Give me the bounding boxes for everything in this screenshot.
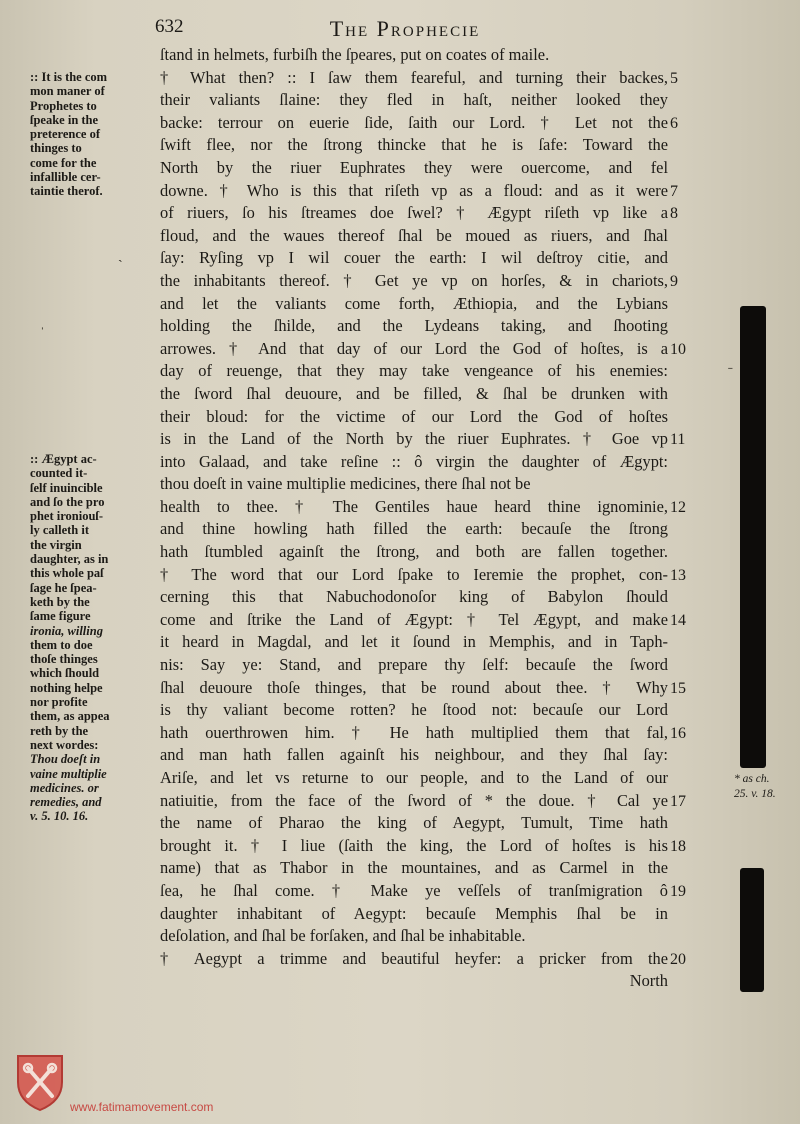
text-line: natiuitie, from the face of the ſword of * the doue. † Cal ye xyxy=(160,790,668,810)
text-line: floud, and the waues thereof ſhal be moued as riuers, and ſhal xyxy=(160,225,668,245)
margin-note-2 xyxy=(30,452,154,824)
text-line: arrowes. † And that day of our Lord the God of hoſtes, is a xyxy=(160,338,668,358)
text-line: thou doeſt in vaine multiplie medicines, there ſhal not be xyxy=(160,474,531,494)
margin-note-line: them, as appea xyxy=(30,709,110,724)
text-line: the name of Pharao the king of Aegypt, Tumult, Time hath xyxy=(160,813,668,833)
text-line: it heard in Magdal, and let it ſound in Memphis, and in Taph- xyxy=(160,632,668,652)
text-line: † The word that our Lord ſpake to Ieremie the prophet, con- xyxy=(160,564,668,584)
margin-note-line: reth by the xyxy=(30,723,89,738)
margin-note-line: ſpeake in the xyxy=(30,112,99,127)
margin-note-line: daughter, as in xyxy=(30,552,109,567)
page-header xyxy=(155,16,665,40)
margin-note-line: this whole paſ xyxy=(30,566,104,581)
margin-note-line: phet ironiouſ- xyxy=(30,509,104,524)
margin-note-line: medicines. or xyxy=(30,780,99,795)
text-line: brought it. † I liue (ſaith the king, the Lord of hoſtes is his xyxy=(160,835,668,855)
margin-note-line: infallible cer- xyxy=(30,170,101,185)
text-line: health to thee. † The Gentiles haue heard thine ignominie, xyxy=(160,496,668,516)
margin-note-line: ſelf inuincible xyxy=(30,480,103,495)
verse-number: 19 xyxy=(670,883,686,901)
text-line: hath ſtumbled againſt the ſtrong, and both are fallen together. xyxy=(160,542,668,562)
margin-note-line: counted it- xyxy=(30,466,88,481)
verse-number: 5 xyxy=(670,69,678,87)
text-line: daughter inhabitant of Aegypt: becauſe Memphis ſhal be in xyxy=(160,903,668,923)
verse-number: 14 xyxy=(670,612,686,629)
margin-note-line: :: It is the com xyxy=(30,70,108,84)
margin-note-line: ſame figure xyxy=(30,609,91,624)
text-line: downe. † Who is this that riſeth vp as a floud: and as it were xyxy=(160,180,668,200)
margin-note-line: remedies, and xyxy=(30,795,102,810)
running-title: The Prophecie xyxy=(329,16,481,41)
text-line: North xyxy=(629,971,668,991)
scan-shadow-bar-lower xyxy=(740,868,764,992)
text-line: backe: terrour on euerie ſide, ſaith our Lord. † Let not the xyxy=(160,112,668,132)
margin-note-line: preterence of xyxy=(30,127,100,142)
margin-note-line: mon maner of xyxy=(30,84,105,99)
verse-number: 8 xyxy=(670,205,678,223)
page-number: 632 xyxy=(155,16,184,37)
text-line: come and ſtrike the Land of Ægypt: † Tel Ægypt, and make xyxy=(160,609,668,629)
verse-number: 15 xyxy=(670,679,686,697)
margin-note-line: taintie therof. xyxy=(30,184,103,199)
margin-note-line: ironia, willing xyxy=(30,623,103,638)
text-line: day of reuenge, that they may take vengeance of his enemies: xyxy=(160,361,668,381)
margin-note-line: :: Ægypt ac- xyxy=(30,452,97,466)
text-line: cerning this that Nabuchodonoſor king of Babylon ſhould xyxy=(160,587,668,607)
text-line: ſay: Ryſing vp I wil couer the earth: I wil deſtroy citie, and xyxy=(160,248,668,268)
margin-note-line: Prophetes to xyxy=(30,98,97,113)
verse-number: 10 xyxy=(670,340,686,358)
text-line: ſea, he ſhal come. † Make ye veſſels of tranſmigration ô xyxy=(160,880,668,900)
text-line: holding the ſhilde, and the Lydeans taking, and ſhooting xyxy=(160,316,668,336)
stray-mark: ˏ xyxy=(118,248,123,263)
margin-note-line: which ſhould xyxy=(30,666,100,681)
margin-note-line: and ſo the pro xyxy=(30,494,105,509)
margin-note-line: them to doe xyxy=(30,637,93,652)
scan-shadow-bar-upper xyxy=(740,306,766,768)
text-line: of riuers, ſo his ſtreames doe ſwel? † Ægypt riſeth vp like a xyxy=(160,203,668,223)
margin-note-line: ly calleth it xyxy=(30,523,90,538)
text-line: and let the valiants come forth, Æthiopia, and the Lybians xyxy=(160,293,668,313)
margin-note-line: keth by the xyxy=(30,594,90,609)
text-line: is in the Land of the North by the riuer Euphrates. † Goe vp xyxy=(160,429,668,449)
margin-note-line: vaine multiplie xyxy=(30,766,107,781)
margin-note-1 xyxy=(30,70,154,199)
text-line: † Aegypt a trimme and beautiful heyfer: a pricker from the xyxy=(160,948,668,968)
text-line: is thy valiant become rotten? he ſtood not: becauſe our Lord xyxy=(160,700,668,720)
verse-number: 6 xyxy=(670,114,678,132)
verse-number: 18 xyxy=(670,838,686,855)
margin-note-line: come for the xyxy=(30,155,97,170)
margin-note-line: thoſe thinges xyxy=(30,652,98,667)
verse-number: 16 xyxy=(670,725,686,742)
margin-note-line: v. 5. 10. 16. xyxy=(30,809,89,824)
text-line: their bloud: for the victime of our Lord the God of hoſtes xyxy=(160,406,668,426)
margin-note-line: Thou doeſt in xyxy=(30,752,101,767)
text-line: Ariſe, and let vs returne to our people, and to the Land of our xyxy=(160,768,668,787)
text-line: deſolation, and ſhal be forſaken, and ſhal be inhabitable. xyxy=(160,926,526,946)
text-line: into Galaad, and take reſine :: ô virgin the daughter of Ægypt: xyxy=(160,451,668,471)
verse-number: 20 xyxy=(670,951,686,968)
verse-number: 7 xyxy=(670,182,678,200)
text-line: the inhabitants thereof. † Get ye vp on horſes, & in chariots, xyxy=(160,270,668,290)
text-line: and thine howling hath filled the earth: becauſe the ſtrong xyxy=(160,519,668,539)
text-line: ſtand in helmets, furbiſh the ſpeares, put on coates of maile. xyxy=(160,45,550,64)
text-line: their valiants ſlaine: they fled in haſt, neither looked they xyxy=(160,90,668,110)
verse-number: 17 xyxy=(670,792,686,810)
text-line: and man hath fallen againſt his neighbour, and they ſhal ſay: xyxy=(160,745,668,765)
watermark-url: www.fatimamovement.com xyxy=(70,1100,214,1114)
text-line: † What then? :: I ſaw them feareful, and turning their backes, xyxy=(160,67,668,87)
verse-number: 9 xyxy=(670,273,678,290)
margin-note-line: nor profite xyxy=(30,695,88,710)
body-text xyxy=(160,44,668,993)
margin-note-line: thinges to xyxy=(30,141,82,156)
marginal-cross-reference xyxy=(734,772,794,802)
margin-note-line: next wordes: xyxy=(30,737,99,752)
text-line: hath ouerthrowen him. † He hath multiplied them that fal, xyxy=(160,722,668,742)
stray-mark: ˈ xyxy=(40,326,45,341)
fatima-movement-shield-icon xyxy=(14,1052,66,1112)
text-line: North by the riuer Euphrates they were ouercome, and fel xyxy=(160,157,668,177)
stray-mark: ˗ xyxy=(728,360,733,375)
text-line: nis: Say ye: Stand, and prepare thy ſelf: becauſe the ſword xyxy=(160,655,668,675)
marginal-ref-line: * as ch. xyxy=(734,773,770,785)
text-line: ſwift flee, nor the ſtrong thincke that he is ſafe: Toward the xyxy=(160,135,668,155)
margin-note-line: ſage he ſpea- xyxy=(30,580,97,595)
margin-note-line: the virgin xyxy=(30,537,82,552)
text-line: the ſword ſhal deuoure, and be filled, & ſhal be drunken with xyxy=(160,383,668,403)
text-line: name) that as Thabor in the mountaines, and as Carmel in the xyxy=(160,858,668,878)
text-line: ſhal deuoure thoſe thinges, that be round about thee. † Why xyxy=(160,677,668,697)
verse-number: 11 xyxy=(670,431,686,449)
verse-number: 13 xyxy=(670,566,686,584)
marginal-ref-line: 25. v. 18. xyxy=(734,788,776,800)
margin-note-line: nothing helpe xyxy=(30,680,103,695)
verse-number: 12 xyxy=(670,499,686,516)
